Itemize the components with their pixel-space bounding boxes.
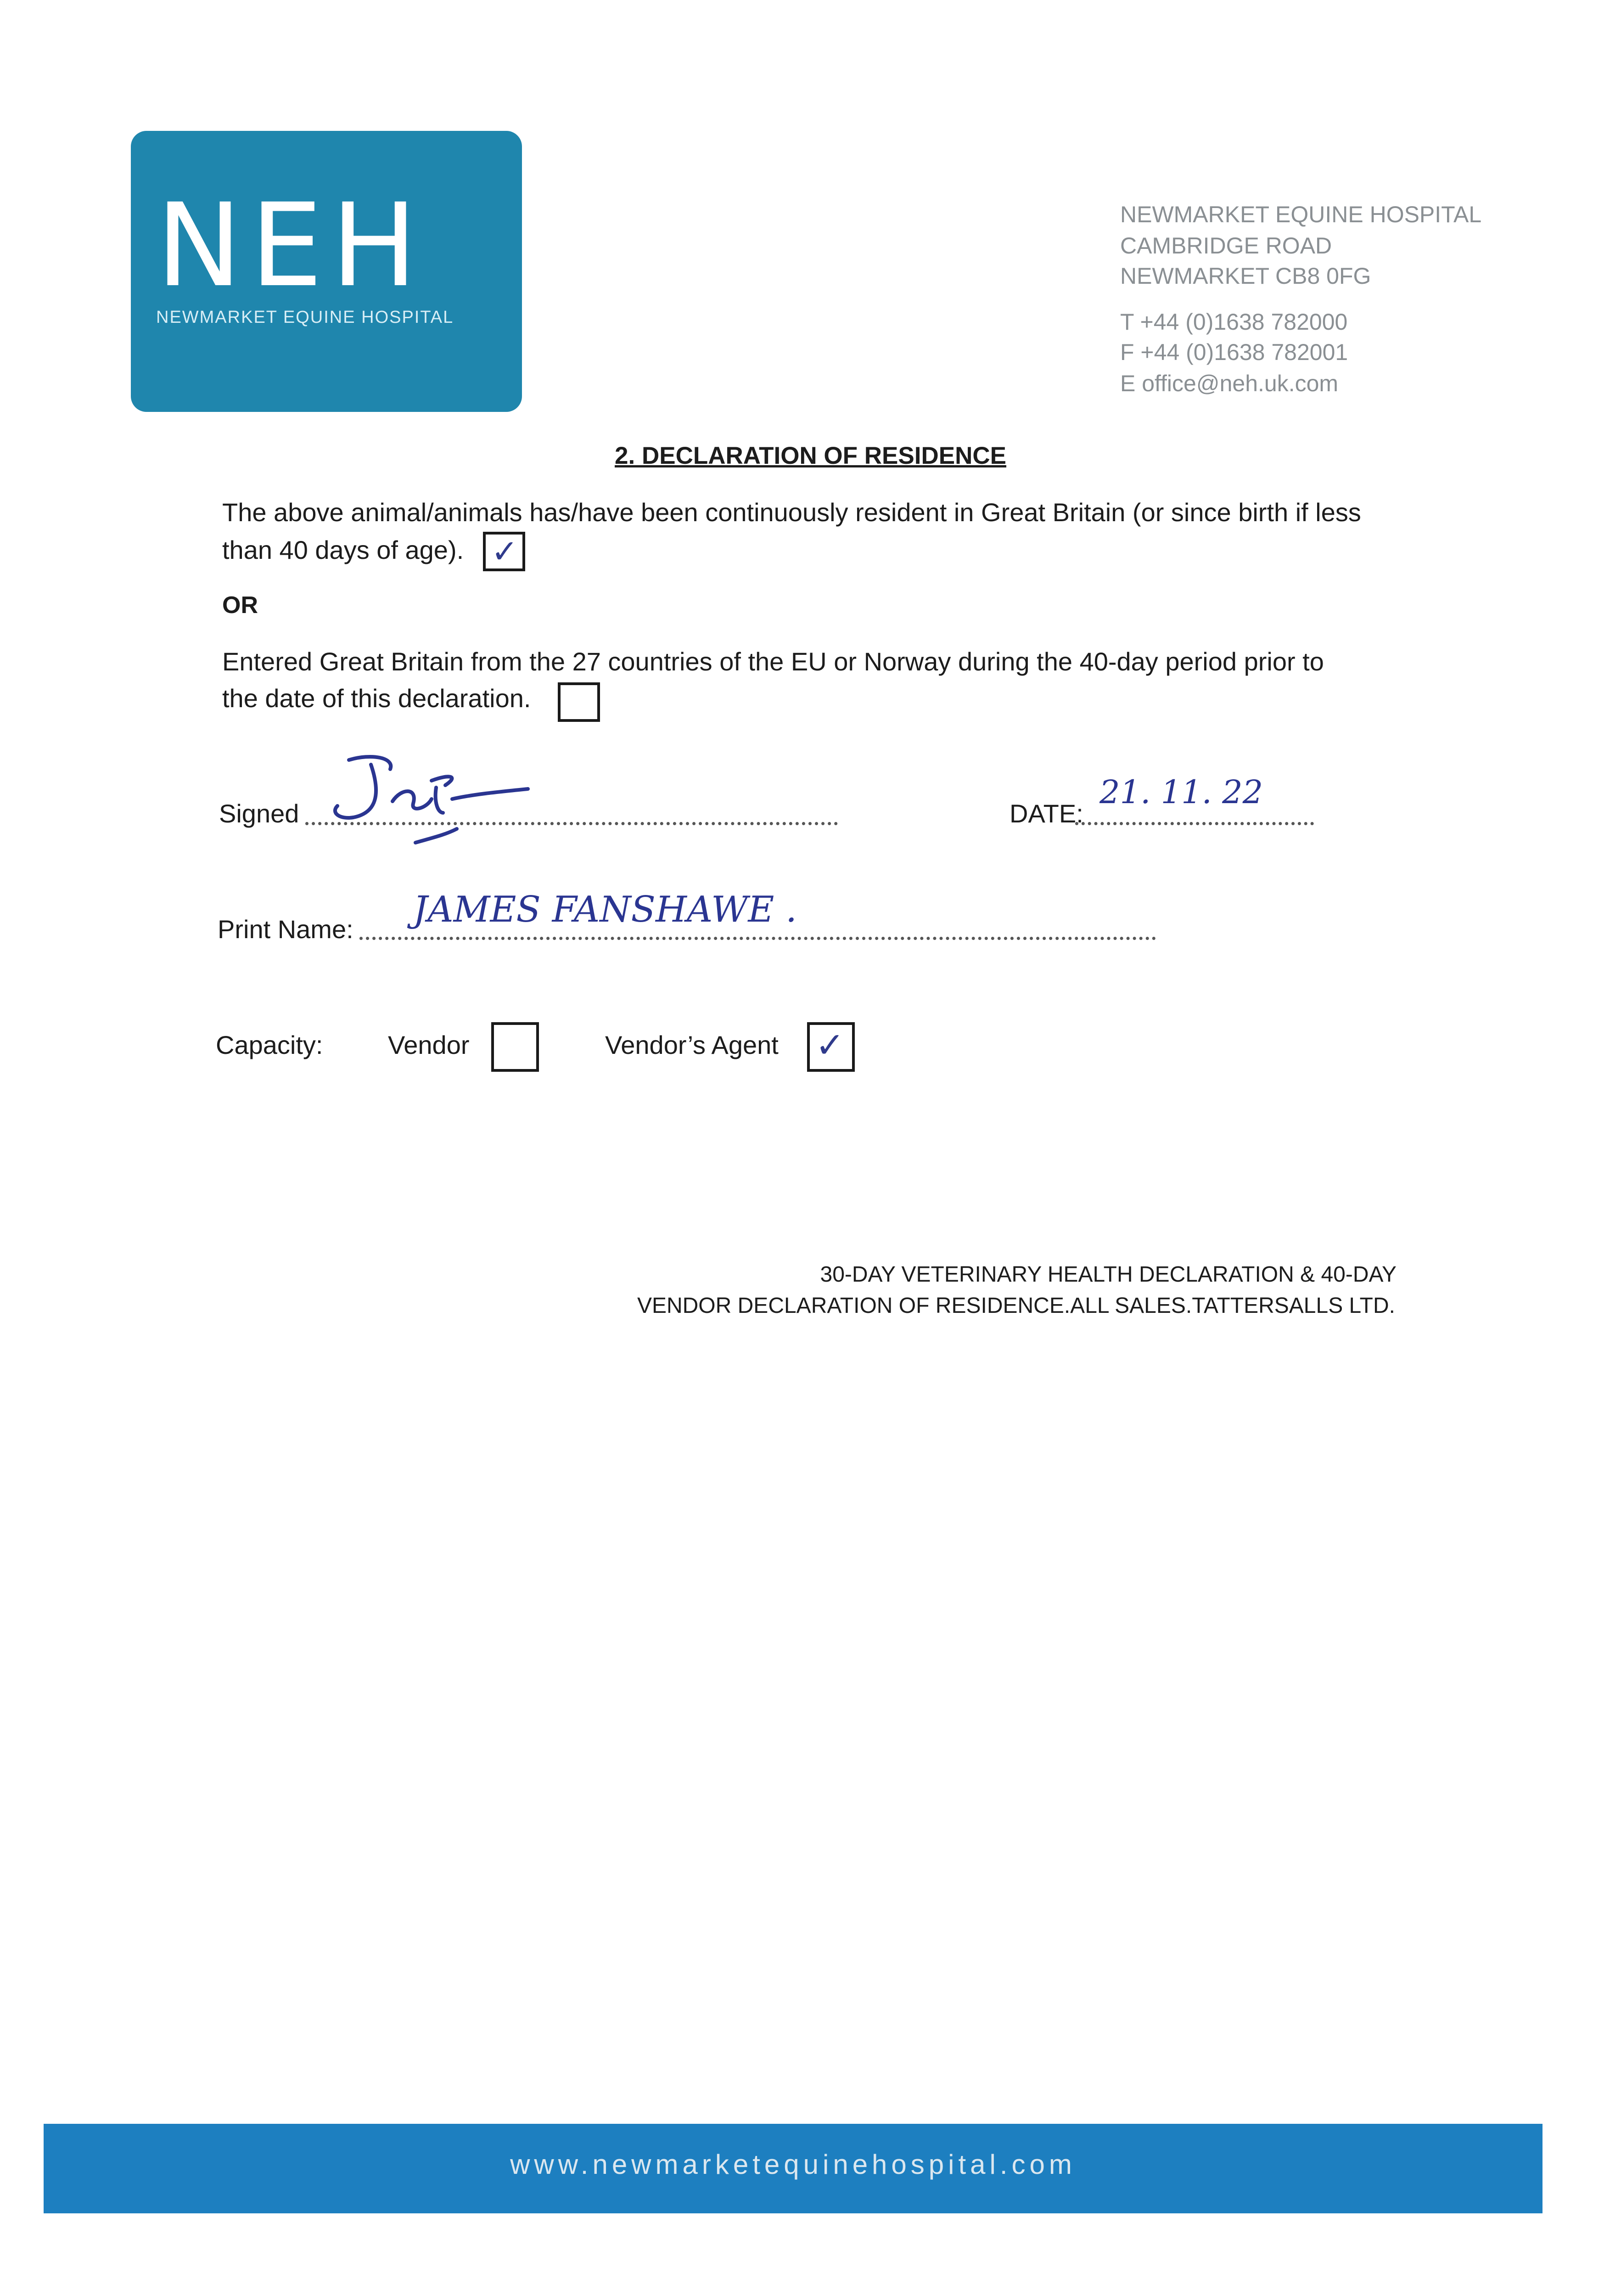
email-address: E office@neh.uk.com bbox=[1120, 371, 1339, 396]
print-name-value: JAMES FANSHAWE . bbox=[413, 889, 797, 930]
address-line-1: NEWMARKET EQUINE HOSPITAL bbox=[1120, 202, 1482, 227]
vendor-label: Vendor bbox=[388, 1030, 470, 1059]
option2-checkbox[interactable] bbox=[558, 682, 600, 722]
footer-note-line-1: 30-DAY VETERINARY HEALTH DECLARATION & 40-DAY bbox=[820, 1262, 1397, 1287]
or-label: OR bbox=[222, 592, 258, 619]
print-name-line bbox=[359, 937, 1156, 940]
vendor-agent-checkbox[interactable] bbox=[807, 1022, 855, 1072]
signed-label: Signed bbox=[219, 799, 299, 828]
date-line bbox=[1075, 822, 1314, 825]
option2-text-line-1: Entered Great Britain from the 27 countries of the EU or Norway during the 40-day period prior to bbox=[222, 647, 1324, 676]
logo-name: NEWMARKET EQUINE HOSPITAL bbox=[156, 308, 454, 327]
phone-number: T +44 (0)1638 782000 bbox=[1120, 309, 1348, 335]
date-label: DATE: bbox=[1010, 799, 1083, 828]
footer-note-line-2: VENDOR DECLARATION OF RESIDENCE.ALL SALES.TATTERSALLS LTD. bbox=[637, 1294, 1395, 1318]
vendor-agent-label: Vendor’s Agent bbox=[605, 1030, 779, 1059]
option1-checkbox[interactable] bbox=[483, 532, 525, 571]
check-icon: ✓ bbox=[491, 533, 518, 570]
option2-text-line-2: the date of this declaration. bbox=[222, 684, 531, 713]
vendor-checkbox[interactable] bbox=[491, 1022, 539, 1072]
handwritten-signature bbox=[321, 744, 542, 854]
option1-text-line-1: The above animal/animals has/have been continuously resident in Great Britain (or since birth if less bbox=[222, 498, 1361, 527]
fax-number: F +44 (0)1638 782001 bbox=[1120, 339, 1348, 365]
address-line-2: CAMBRIDGE ROAD bbox=[1120, 233, 1332, 259]
logo-mark: NEH bbox=[156, 179, 426, 312]
address-line-3: NEWMARKET CB8 0FG bbox=[1120, 263, 1371, 289]
option1-text-line-2: than 40 days of age). bbox=[222, 535, 464, 564]
date-value: 21. 11. 22 bbox=[1099, 773, 1263, 811]
website-link[interactable]: www.newmarketequinehospital.com bbox=[510, 2149, 1076, 2180]
capacity-label: Capacity: bbox=[216, 1030, 323, 1059]
print-name-label: Print Name: bbox=[218, 915, 353, 944]
section-heading: 2. DECLARATION OF RESIDENCE bbox=[615, 442, 1006, 469]
check-icon: ✓ bbox=[815, 1024, 845, 1065]
